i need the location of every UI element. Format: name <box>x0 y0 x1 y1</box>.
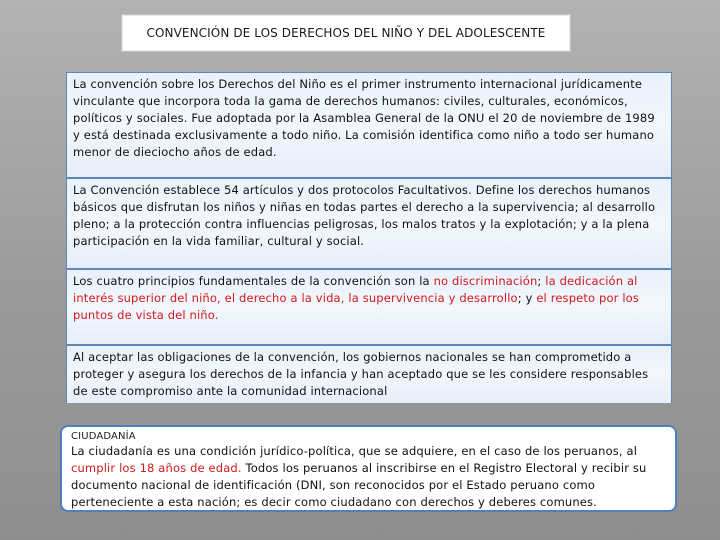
panel-definition <box>66 72 672 178</box>
principles-sep-1: ; <box>537 274 546 288</box>
principle-respect-views: el respeto por los puntos de vista del niño. <box>73 291 640 322</box>
slide-title-text: CONVENCIÓN DE LOS DERECHOS DEL NIÑO Y DEL ADOLESCENTE <box>146 26 546 40</box>
panel-obligations-text: Al aceptar las obligaciones de la convención, los gobiernos nacionales se han comprometido a proteger y asegura los derechos de la infancia y han aceptado que se les considere responsables de este compromiso ante la comunidad internacional <box>73 350 649 398</box>
principle-best-interest: la dedicación al interés superior del niño, el derecho a la vida, la supervivencia y desarrollo <box>73 274 638 305</box>
principle-non-discrimination: no discriminación <box>433 274 538 288</box>
citizenship-age: cumplir los 18 años de edad. <box>71 461 242 475</box>
panel-definition-text: La convención sobre los Derechos del Niño es el primer instrumento internacional jurídicamente vinculante que incorpora toda la gama de derechos humanos: civiles, culturales, económicos, políticos y sociales. Fue adoptada por la Asamblea General de la ONU el 20 de noviembre de 1989 y está destinada exclusivamente a todo niño. La comisión identifica como niño a todo ser humano menor de dieciocho años de edad. <box>73 77 655 159</box>
citizenship-rest: Todos los peruanos al inscribirse en el Registro Electoral y recibir su documento nacional de identificación (DNI, son reconocidos por el Estado peruano como perteneciente a esta nación; es decir como ciudadano con derechos y deberes comunes. <box>71 461 647 509</box>
principles-intro: Los cuatro principios fundamentales de la convención son la <box>73 274 434 288</box>
citizenship-body <box>71 443 666 511</box>
slide-title <box>121 14 571 52</box>
panel-principles <box>66 269 672 345</box>
panel-articles <box>66 178 672 269</box>
citizenship-box <box>60 425 677 512</box>
panel-obligations <box>66 345 672 403</box>
citizenship-intro: La ciudadanía es una condición jurídico-política, que se adquiere, en el caso de los peruanos, al <box>71 444 638 458</box>
panel-articles-text: La Convención establece 54 artículos y dos protocolos Facultativos. Define los derechos humanos básicos que disfrutan los niños y niñas en todas partes el derecho a la supervivencia; al desarrollo pleno; a la protección contra influencias peligrosas, los malos tratos y la explotación; y a la plena participación en la vida familiar, cultural y social. <box>73 183 656 248</box>
principles-sep-2: ; y <box>517 291 537 305</box>
citizenship-heading: CIUDADANÍA <box>71 431 136 442</box>
